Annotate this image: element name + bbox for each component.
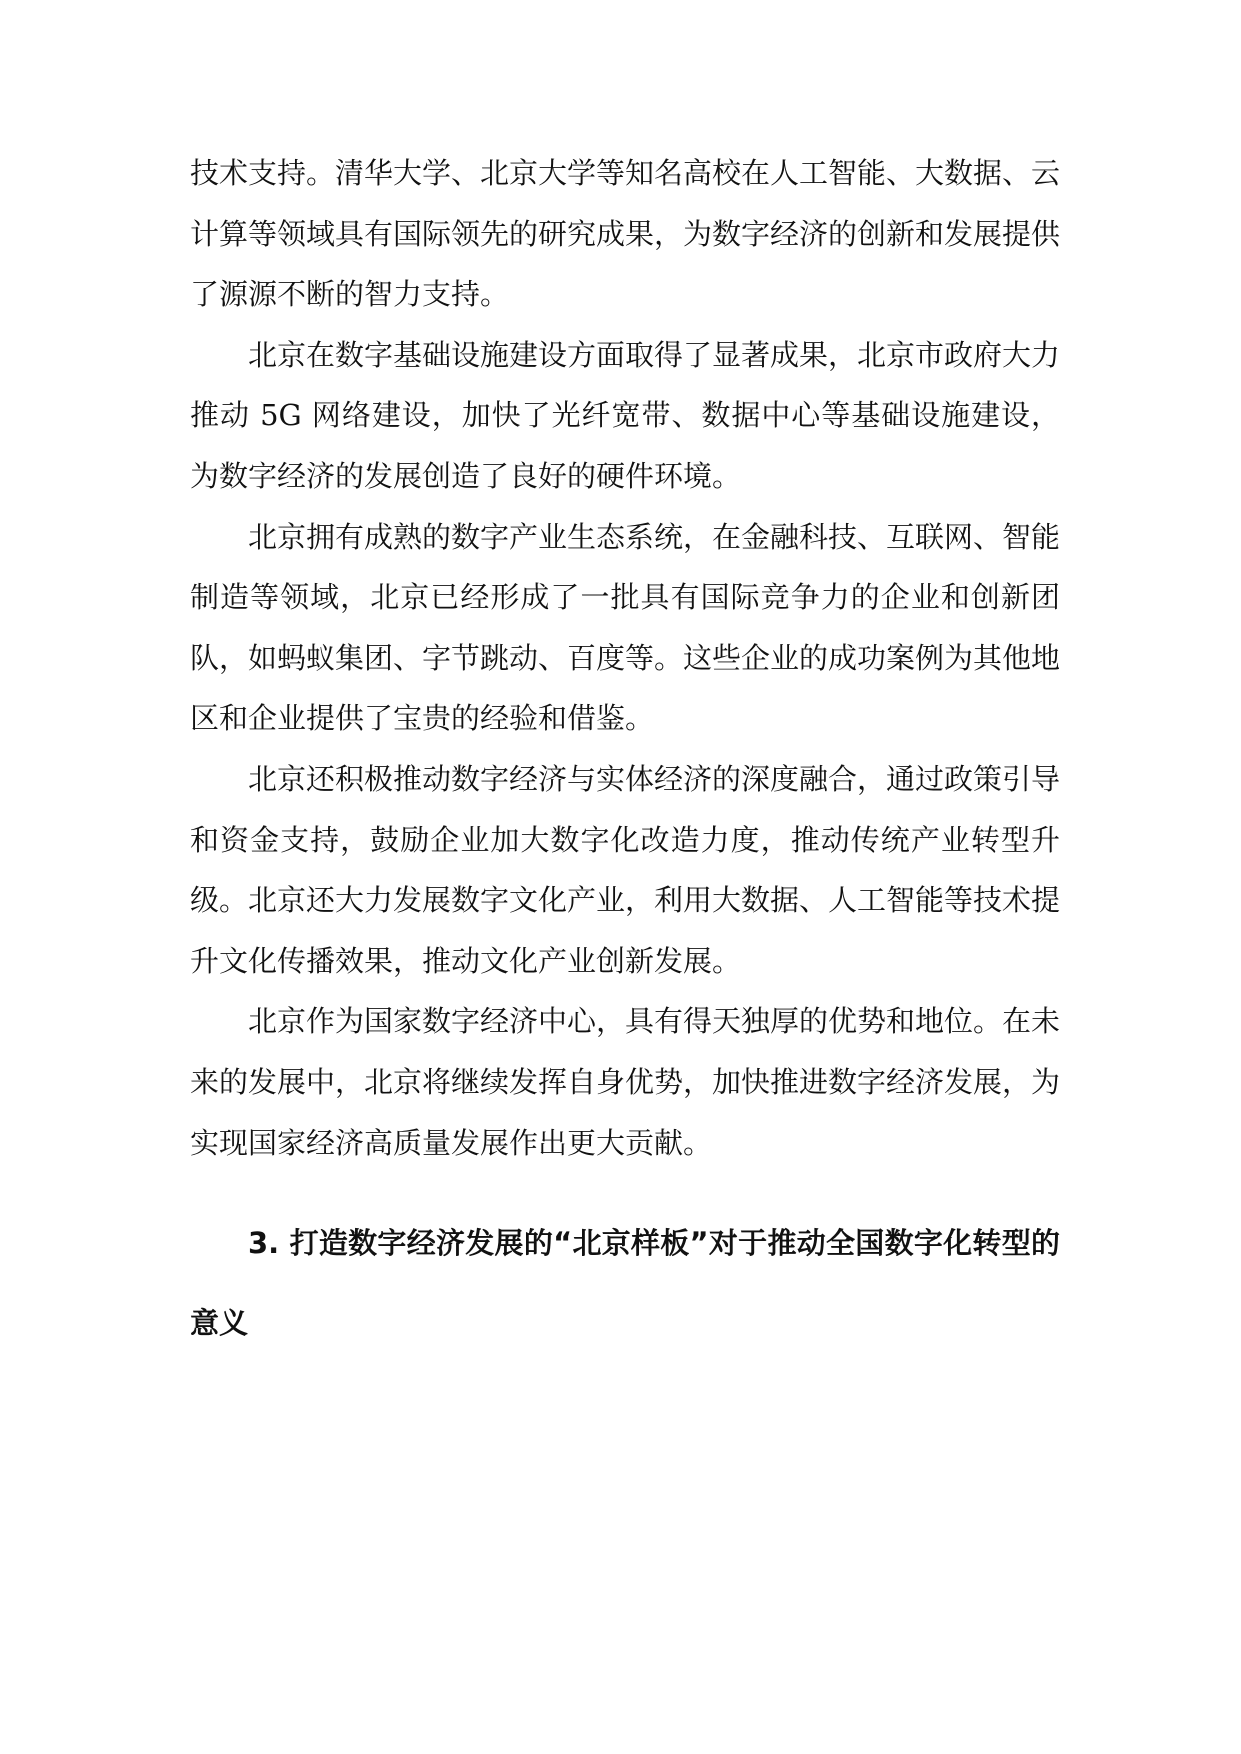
section-heading: 3. 打造数字经济发展的“北京样板”对于推动全国数字化转型的意义 [190,1226,1060,1341]
paragraph-4: 北京还积极推动数字经济与实体经济的深度融合，通过政策引导和资金支持，鼓励企业加大数字化改造力度，推动传统产业转型升级。北京还大力发展数字文化产业，利用大数据、人工智能等技术提升文化传播效果，推动文化产业创新发展。 [190,761,1061,978]
document-body [190,143,1060,1387]
paragraph-2: 北京在数字基础设施建设方面取得了显著成果，北京市政府大力推动 5G 网络建设，加快了光纤宽带、数据中心等基础设施建设，为数字经济的发展创造了良好的硬件环境。 [190,337,1061,493]
paragraph-5: 北京作为国家数字经济中心，具有得天独厚的优势和地位。在未来的发展中，北京将继续发挥自身优势，加快推进数字经济发展，为实现国家经济高质量发展作出更大贡献。 [190,1004,1061,1160]
paragraph-3: 北京拥有成熟的数字产业生态系统，在金融科技、互联网、智能制造等领域，北京已经形成了一批具有国际竞争力的企业和创新团队，如蚂蚁集团、字节跳动、百度等。这些企业的成功案例为其他地区和企业提供了宝贵的经验和借鉴。 [190,519,1061,736]
paragraph-1: 技术支持。清华大学、北京大学等知名高校在人工智能、大数据、云计算等领域具有国际领先的研究成果，为数字经济的创新和发展提供了源源不断的智力支持。 [190,156,1061,312]
